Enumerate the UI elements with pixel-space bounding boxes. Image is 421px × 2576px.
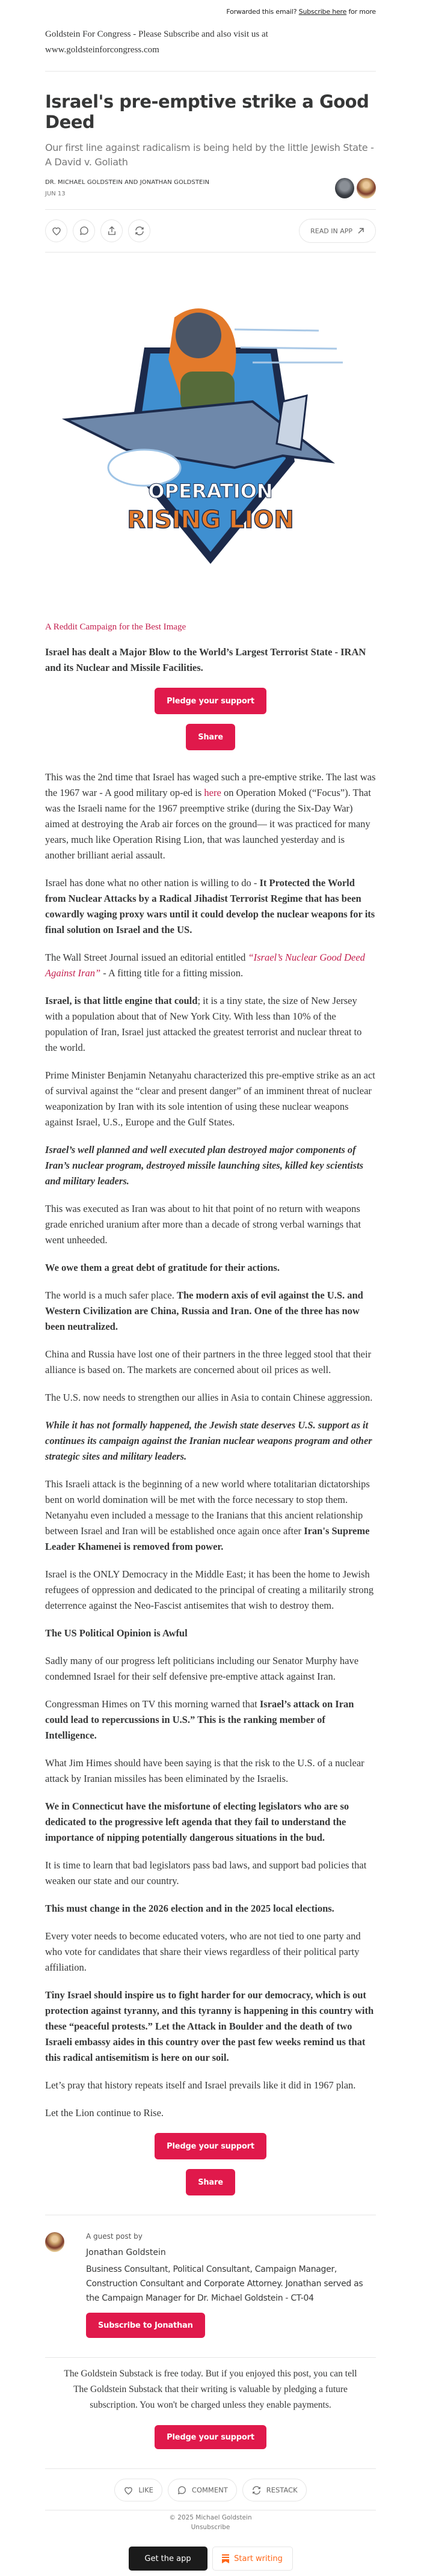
byline xyxy=(45,179,376,209)
arrow-up-right-icon xyxy=(357,227,364,234)
paragraph xyxy=(45,1696,376,1743)
text-run: ; it is a tiny state, the size of New Jersey with a population about that of New York City. With less than 10% of the population of Iran, Israel just attacked the greatest terrorist and nuclear threat to the world. xyxy=(45,995,362,1053)
subscribe-here-link[interactable]: Subscribe here xyxy=(298,8,347,16)
paragraph xyxy=(45,2078,376,2093)
publication-line: Goldstein For Congress - Please Subscribe and also visit us at xyxy=(45,29,268,39)
cta-buttons-bottom xyxy=(45,2133,376,2195)
comment-label: COMMENT xyxy=(191,2486,228,2494)
text-run: Israel has dealt a Major Blow to the World’s Largest Terrorist State - IRAN and its Nuclear and Missile Facilities. xyxy=(45,646,366,673)
share-post-button[interactable]: Share xyxy=(186,2169,235,2195)
paragraph xyxy=(45,1390,376,1406)
forwarded-notice xyxy=(45,0,376,20)
avatar[interactable] xyxy=(335,178,354,198)
text-run: Tiny Israel should inspire us to fight harder for our democracy, which is out protection against tyranny, and this tyranny is happening in this country with these “peaceful protests.” Let the Attack in Boulder and the death of two Israeli embassy aides in this country over the past few weeks remind us that this radical antisemitism is here on our soil. xyxy=(45,1989,374,2063)
comment-icon xyxy=(79,225,90,236)
divider xyxy=(45,71,376,72)
image-caption[interactable]: A Reddit Campaign for the Best Image xyxy=(45,622,186,632)
avatar[interactable] xyxy=(357,178,376,198)
paragraph xyxy=(45,950,376,981)
paragraph xyxy=(45,993,376,1056)
start-writing-button[interactable] xyxy=(212,2547,293,2571)
inline-link[interactable]: here xyxy=(204,787,221,798)
text-run: This must change in the 2026 election and in the 2025 local elections. xyxy=(45,1903,334,1914)
paragraph xyxy=(45,1858,376,1889)
post-actions xyxy=(45,210,376,252)
guest-prefix: A guest post by xyxy=(86,2232,143,2241)
guest-bio: Business Consultant, Political Consultant, Campaign Manager, Construction Consultant and Corporate Attorney. Jonathan served as the Campaign Manager for Dr. Michael Goldstein - CT-04 xyxy=(86,2265,363,2303)
paragraph xyxy=(45,875,376,938)
subscribe-to-author-button[interactable]: Subscribe to Jonathan xyxy=(86,2313,205,2338)
like-button[interactable] xyxy=(114,2479,162,2501)
paragraph xyxy=(45,1288,376,1335)
text-run: This was executed as Iran was about to hit that point of no return with weapons grade enriched uranium after more than a decade of strong verbal warnings that went unheeded. xyxy=(45,1203,361,1246)
paragraph xyxy=(45,1567,376,1614)
text-run: on Operation Moked (“Focus”). That was the Israeli name for the 1967 preemptive strike (during the Six-Day War) aimed at destroying the Arab air forces on the ground— it was practiced for many years, much like Operation Rising Lion, that was launched yesterday and is another brilliant aerial assault. xyxy=(45,787,371,861)
restack-button[interactable] xyxy=(242,2479,307,2501)
like-button[interactable] xyxy=(45,219,67,242)
pledge-section xyxy=(45,2358,376,2449)
text-run: This Israeli attack is the beginning of a new world where totalitarian dictatorships bent on world domination will be met with the force necessary to stop them. Netanyahu even included a message to the Iranians that this ancient relationship between Israel and Iran will be established once again once after xyxy=(45,1478,370,1537)
paragraph xyxy=(45,1142,376,1189)
text-run: The US Political Opinion is Awful xyxy=(45,1627,188,1639)
text-run: Israel’s well planned and well executed plan destroyed major components of Iran’s nuclear program, destroyed missile launching sites, killed key scientists and military leaders. xyxy=(45,1144,364,1187)
guest-avatar[interactable] xyxy=(45,2232,64,2252)
restack-button[interactable] xyxy=(128,219,150,242)
paragraph xyxy=(45,1068,376,1130)
text-run: The world is a much safer place. xyxy=(45,1290,177,1301)
text-run: Israel’s attack on Iran could lead to repercussions in U.S.” This is the ranking member of Intelligence. xyxy=(45,1698,354,1741)
restack-label: RESTACK xyxy=(266,2486,298,2494)
text-run: - A fitting title for a fitting mission. xyxy=(100,967,244,979)
footer-legal xyxy=(45,2510,376,2532)
text-run: While it has not formally happened, the Jewish state deserves U.S. support as it continues its campaign against the Iranian nuclear weapons program and other strategic sites and military leaders. xyxy=(45,1419,372,1462)
pledge-support-button[interactable]: Pledge your support xyxy=(155,688,266,714)
publication-header xyxy=(45,20,376,58)
svg-text:OPERATION: OPERATION xyxy=(148,479,273,503)
guest-name[interactable]: Jonathan Goldstein xyxy=(86,2248,166,2257)
intro xyxy=(45,644,376,676)
guest-author-card xyxy=(45,2215,376,2357)
text-run: Let’s pray that history repeats itself and Israel prevails like it did in 1967 plan. xyxy=(45,2079,356,2091)
text-run: Every voter needs to become educated voters, who are not tied to one party and who vote for candidates that share their views regardless of their political party affiliation. xyxy=(45,1930,361,1973)
paragraph xyxy=(45,2105,376,2121)
copyright: © 2025 Michael Goldstein xyxy=(169,2514,252,2521)
text-run: It is time to learn that bad legislators pass bad laws, and support bad policies that weaken our state and our country. xyxy=(45,1859,367,1886)
hero-image[interactable] xyxy=(45,252,376,622)
comment-button[interactable] xyxy=(73,219,95,242)
svg-text:RISING LION: RISING LION xyxy=(127,506,294,534)
pledge-cta xyxy=(45,2425,376,2449)
paragraph xyxy=(45,1929,376,1975)
like-label: LIKE xyxy=(138,2486,153,2494)
paragraph xyxy=(45,1653,376,1684)
read-in-app-label: READ IN APP xyxy=(310,227,352,235)
text-run: Iran's Supreme Leader Khamenei is removed from power. xyxy=(45,1525,370,1552)
share-post-button[interactable]: Share xyxy=(186,724,235,750)
text-run: The U.S. now needs to strengthen our allies in Asia to contain Chinese aggression. xyxy=(45,1392,373,1403)
share-button[interactable] xyxy=(100,219,123,242)
text-run: The modern axis of evil against the U.S. and Western Civilization are China, Russia and Iran. One of the three has now been neutralized. xyxy=(45,1290,363,1332)
text-run: This was the 2nd time that Israel has waged such a pre-emptive strike. The last was the 1967 war - A good military op-ed is xyxy=(45,771,376,798)
author-avatars xyxy=(335,178,376,198)
get-the-app-button[interactable]: Get the app xyxy=(129,2547,207,2571)
paragraph xyxy=(45,1626,376,1641)
hero-logo-text xyxy=(127,480,293,534)
footer-actions xyxy=(45,2469,376,2510)
paragraph xyxy=(45,1755,376,1787)
share-icon xyxy=(106,225,117,236)
text-run: Let the Lion continue to Rise. xyxy=(45,2107,164,2119)
text-run: We owe them a great debt of gratitude for their actions. xyxy=(45,1262,280,1273)
inline-link[interactable]: “Israel’s Nuclear Good Deed Against Iran” xyxy=(45,952,365,979)
paragraph xyxy=(45,1201,376,1248)
text-run: Congressman Himes on TV this morning warned that xyxy=(45,1698,260,1710)
text-run: Israel, is that little engine that could xyxy=(45,995,198,1006)
restack-icon xyxy=(251,2485,262,2495)
paragraph xyxy=(45,1260,376,1276)
post-subtitle: Our first line against radicalism is being held by the little Jewish State - A David v. Goliath xyxy=(45,142,374,168)
article-paragraphs xyxy=(45,769,376,2121)
text-run: Prime Minister Benjamin Netanyahu characterized this pre-emptive strike as an act of survival against the “clear and present danger” of an imminent threat of nuclear weaponization by Iran with its sole intention of using these nuclear weapons against Israel, U.S., Europe and the Gulf States. xyxy=(45,1069,375,1128)
post-date: JUN 13 xyxy=(45,191,66,197)
paragraph xyxy=(45,769,376,863)
paragraph xyxy=(45,644,376,676)
unsubscribe-link[interactable]: Unsubscribe xyxy=(191,2524,230,2531)
publication-url[interactable]: www.goldsteinforcongress.com xyxy=(45,45,159,55)
read-in-app-button[interactable] xyxy=(299,219,376,243)
forwarded-text: Forwarded this email? xyxy=(226,8,299,16)
cta-buttons xyxy=(45,688,376,750)
forwarded-suffix: for more xyxy=(346,8,376,16)
app-buttons xyxy=(45,2547,376,2576)
text-run: China and Russia have lost one of their partners in the three legged stool that their alliance is based on. The markets are concerned about oil prices as well. xyxy=(45,1348,372,1375)
paragraph xyxy=(45,1476,376,1555)
post-title[interactable]: Israel's pre-emptive strike a Good Deed xyxy=(45,91,369,132)
restack-icon xyxy=(134,225,145,236)
author-names[interactable]: DR. MICHAEL GOLDSTEIN AND JONATHAN GOLDSTEIN xyxy=(45,179,210,186)
heart-icon xyxy=(123,2485,134,2495)
heart-icon xyxy=(51,225,62,236)
text-run: Israel has done what no other nation is willing to do - xyxy=(45,877,260,889)
text-run: Sadly many of our progress left politicians including our Senator Murphy have condemned Israel for their self defensive pre-emptive attack against Iran. xyxy=(45,1655,359,1682)
text-run: The Wall Street Journal issued an editorial entitled xyxy=(45,952,248,963)
text-run: We in Connecticut have the misfortune of electing legislators who are so dedicated to the progressive left agenda that they fail to understand the importance of nipping potentially dangerous situations in the bud. xyxy=(45,1800,349,1843)
text-run: It Protected the World from Nuclear Attacks by a Radical Jihadist Terrorist Regime that has been cowardly waging proxy wars until it could develop the nuclear weapons for its final solution on Israel and the US. xyxy=(45,877,375,935)
start-writing-label: Start writing xyxy=(234,2554,283,2563)
text-run: Israel is the ONLY Democracy in the Middle East; it has been the home to Jewish refugees of oppression and dedicated to the principal of creating a militarily strong deterrence against the Neo-Fascist antisemites that wish to destroy them. xyxy=(45,1568,374,1611)
post-body xyxy=(45,644,376,2195)
text-run: What Jim Himes should have been saying is that the risk to the U.S. of a nuclear attack by Iranian missiles has been eliminated by the Israelis. xyxy=(45,1757,364,1784)
paragraph xyxy=(45,1799,376,1846)
pledge-support-button[interactable]: Pledge your support xyxy=(155,2425,266,2449)
paragraph xyxy=(45,1347,376,1378)
paragraph xyxy=(45,1418,376,1464)
comment-icon xyxy=(177,2485,187,2495)
operation-rising-lion-illustration xyxy=(54,281,367,594)
comment-button[interactable] xyxy=(168,2479,237,2501)
pledge-support-button[interactable]: Pledge your support xyxy=(155,2133,266,2159)
pledge-note: The Goldstein Substack is free today. But if you enjoyed this post, you can tell The Goldstein Substack that their writing is valuable by pledging a future subscription. You won't be charged unless they enable payments. xyxy=(64,2369,357,2410)
substack-logo-icon xyxy=(222,2554,229,2563)
paragraph xyxy=(45,1987,376,2066)
paragraph xyxy=(45,1901,376,1917)
